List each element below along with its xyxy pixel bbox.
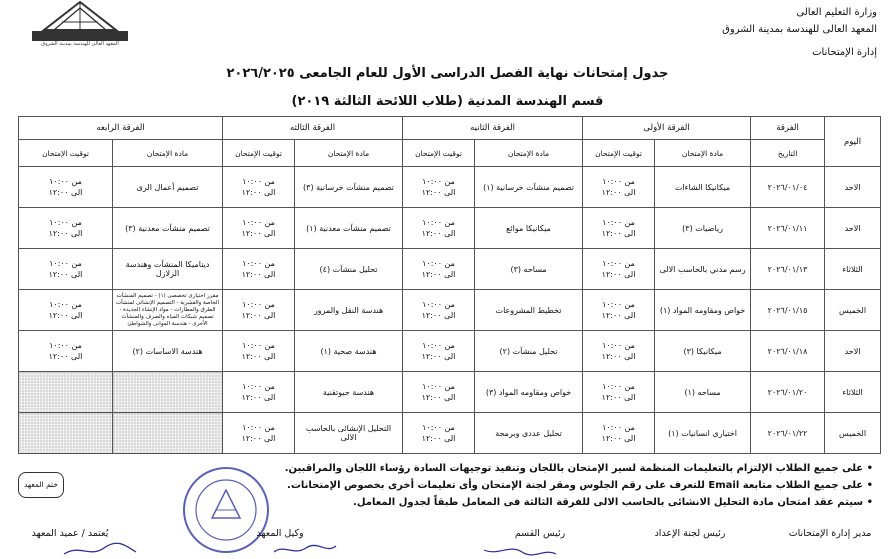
- time-to: الى ١٢:٠٠: [421, 393, 456, 402]
- header-group-1: الفرقة الأولى: [583, 117, 751, 140]
- time-from: من ١٠:٠٠: [602, 300, 635, 309]
- subject-cell: التحليل الإنشائى بالحاسب الالى: [295, 413, 403, 454]
- time-from: من ١٠:٠٠: [422, 300, 455, 309]
- time-to: الى ١٢:٠٠: [601, 270, 636, 279]
- time-to: الى ١٢:٠٠: [241, 393, 276, 402]
- time-cell: [223, 167, 295, 208]
- subject-cell: ميكانيكا (٣): [655, 331, 751, 372]
- ministry-name: وزارة التعليم العالى: [796, 7, 877, 18]
- time-to: الى ١٢:٠٠: [421, 311, 456, 320]
- time-from: من ١٠:٠٠: [242, 177, 275, 186]
- subject-cell: ميكانيكا موائع: [475, 208, 583, 249]
- header-grade: الفرقة: [751, 117, 825, 140]
- time-from: من ١٠:٠٠: [242, 300, 275, 309]
- time-cell: [403, 331, 475, 372]
- time-from: من ١٠:٠٠: [602, 423, 635, 432]
- table-row: [19, 167, 881, 208]
- empty-hatched-cell: [113, 372, 223, 413]
- note-item: • على جميع الطلاب متابعة Email للتعرف على رقم الجلوس ومقر لجنة الإمتحان وأى تعليمات أخرى بخصوص الإمتحانات.: [285, 477, 873, 494]
- subject-cell: رياضيات (٣): [655, 208, 751, 249]
- subject-cell: هندسة جيوتقنية: [295, 372, 403, 413]
- time-to: الى ١٢:٠٠: [601, 229, 636, 238]
- time-from: من ١٠:٠٠: [602, 218, 635, 227]
- time-cell: [19, 208, 113, 249]
- row-date: ٢٠٢٦/٠١/٢٢: [751, 413, 825, 454]
- department-head-signature-icon: [480, 542, 560, 558]
- page-title: جدول إمتحانات نهاية الفصل الدراسى الأول للعام الجامعى ٢٠٢٦/٢٠٢٥: [226, 66, 669, 81]
- page-subtitle: قسم الهندسة المدنية (طلاب اللائحة الثالثة ٢٠١٩): [291, 94, 604, 109]
- time-to: الى ١٢:٠٠: [241, 270, 276, 279]
- subject-cell: اختيارى انسانيات (١): [655, 413, 751, 454]
- subject-cell: تصميم منشآت خرسانية (١): [475, 167, 583, 208]
- time-from: من ١٠:٠٠: [49, 259, 82, 268]
- table-row: [19, 249, 881, 290]
- time-cell: [19, 290, 113, 331]
- time-cell: [583, 331, 655, 372]
- time-cell: [403, 249, 475, 290]
- header-date: التاريخ: [751, 140, 825, 167]
- table-row: [19, 290, 881, 331]
- time-to: الى ١٢:٠٠: [601, 434, 636, 443]
- header-group-3: الفرقة الثالثه: [223, 117, 403, 140]
- subject-cell: تصميم منشآت معدنية (١): [295, 208, 403, 249]
- header-subject: مادة الإمتحان: [295, 140, 403, 167]
- subject-cell: هندسة النقل والمرور: [295, 290, 403, 331]
- time-to: الى ١٢:٠٠: [48, 270, 83, 279]
- subject-cell: رسم مدني بالحاسب الالى: [655, 249, 751, 290]
- subject-cell: تحليل منشآت (٢): [475, 331, 583, 372]
- row-date: ٢٠٢٦/٠١/١٨: [751, 331, 825, 372]
- time-cell: [403, 290, 475, 331]
- row-day: الاحد: [825, 331, 881, 372]
- header-time: توقيت الإمتحان: [583, 140, 655, 167]
- header-subject: مادة الإمتحان: [655, 140, 751, 167]
- time-from: من ١٠:٠٠: [49, 300, 82, 309]
- institute-stamp-box: ختم المعهد: [18, 472, 64, 498]
- subject-cell: تخطيط المشروعات: [475, 290, 583, 331]
- subject-cell: تصميم أعمال الرى: [113, 167, 223, 208]
- header-time: توقيت الإمتحان: [223, 140, 295, 167]
- exam-table: [18, 116, 881, 454]
- vice-dean-signature-icon: [270, 542, 340, 558]
- time-cell: [403, 208, 475, 249]
- subject-cell: خواص ومقاومه المواد (١): [655, 290, 751, 331]
- time-from: من ١٠:٠٠: [602, 341, 635, 350]
- subject-cell: خواص ومقاومه المواد (٣): [475, 372, 583, 413]
- header-time: توقيت الإمتحان: [403, 140, 475, 167]
- subject-cell: تصميم منشآت معدنية (٣): [113, 208, 223, 249]
- signature-department-head: رئيس القسم: [514, 528, 566, 539]
- header-group-4: الفرقة الرابعه: [19, 117, 223, 140]
- time-from: من ١٠:٠٠: [49, 177, 82, 186]
- subject-cell: مساحه (٣): [475, 249, 583, 290]
- signature-row: [0, 528, 895, 559]
- empty-hatched-cell: [113, 413, 223, 454]
- time-to: الى ١٢:٠٠: [241, 352, 276, 361]
- department-name: إدارة الإمتحانات: [812, 47, 877, 58]
- note-item: • على جميع الطلاب الإلتزام بالتعليمات المنظمة لسير الإمتحان باللجان وتنفيذ توجيهات السادة رؤساء اللجان والمراقبين.: [285, 460, 873, 477]
- time-from: من ١٠:٠٠: [422, 218, 455, 227]
- institute-name: المعهد العالى للهندسة بمدينة الشروق: [722, 24, 877, 35]
- time-to: الى ١٢:٠٠: [48, 311, 83, 320]
- note-item: • سيتم عقد امتحان مادة التحليل الانشائى بالحاسب الالى للفرقة الثالثة فى المعامل طبقاً لجدول المعامل.: [285, 494, 873, 511]
- signature-dean: يُعتمد / عميد المعهد: [31, 528, 109, 539]
- header-day: اليوم: [825, 117, 881, 167]
- dean-signature-icon: [60, 542, 140, 558]
- time-from: من ١٠:٠٠: [602, 259, 635, 268]
- time-to: الى ١٢:٠٠: [48, 188, 83, 197]
- time-from: من ١٠:٠٠: [422, 382, 455, 391]
- time-cell: [19, 331, 113, 372]
- row-day: الخميس: [825, 290, 881, 331]
- time-cell: [223, 208, 295, 249]
- time-cell: [223, 290, 295, 331]
- table-row: [19, 208, 881, 249]
- subject-cell: مقرر اختيارى تخصصى (١) - تصميم المنشآت الخاصة والقشرية - التصميم الإنشائى لمنشآت الطرق والمطارات - مواد الإنشاء الجديدة - تصميم شبكات المياه والصرف والمنشآت الأخرى - هندسة الموانى والشواطئ: [113, 290, 223, 331]
- table-row: [19, 372, 881, 413]
- row-date: ٢٠٢٦/٠١/١١: [751, 208, 825, 249]
- time-to: الى ١٢:٠٠: [241, 229, 276, 238]
- signature-prep-committee: رئيس لجنة الإعداد: [654, 528, 726, 539]
- subject-cell: ديناميكا المنشآت وهندسة الزلازل: [113, 249, 223, 290]
- time-from: من ١٠:٠٠: [602, 382, 635, 391]
- time-cell: [19, 167, 113, 208]
- row-day: الخميس: [825, 413, 881, 454]
- notes-list: [285, 460, 873, 511]
- time-from: من ١٠:٠٠: [242, 423, 275, 432]
- time-from: من ١٠:٠٠: [242, 259, 275, 268]
- row-date: ٢٠٢٦/٠١/٢٠: [751, 372, 825, 413]
- row-day: الاحد: [825, 167, 881, 208]
- time-cell: [403, 413, 475, 454]
- time-to: الى ١٢:٠٠: [241, 311, 276, 320]
- time-cell: [583, 208, 655, 249]
- time-to: الى ١٢:٠٠: [601, 311, 636, 320]
- time-cell: [583, 249, 655, 290]
- time-cell: [583, 413, 655, 454]
- header-time: توقيت الإمتحان: [19, 140, 113, 167]
- header-subject: مادة الإمتحان: [113, 140, 223, 167]
- header-group-2: الفرقة الثانيه: [403, 117, 583, 140]
- time-cell: [223, 372, 295, 413]
- table-row: [19, 331, 881, 372]
- time-from: من ١٠:٠٠: [242, 382, 275, 391]
- time-cell: [583, 372, 655, 413]
- institution-header: [722, 4, 877, 61]
- time-cell: [223, 249, 295, 290]
- time-to: الى ١٢:٠٠: [241, 188, 276, 197]
- subject-cell: تصميم منشآت خرسانية (٣): [295, 167, 403, 208]
- table-row: [19, 413, 881, 454]
- time-to: الى ١٢:٠٠: [601, 393, 636, 402]
- time-cell: [583, 290, 655, 331]
- time-from: من ١٠:٠٠: [422, 423, 455, 432]
- time-to: الى ١٢:٠٠: [241, 434, 276, 443]
- institute-logo: [24, 0, 136, 46]
- row-date: ٢٠٢٦/٠١/١٥: [751, 290, 825, 331]
- time-cell: [403, 372, 475, 413]
- time-cell: [19, 249, 113, 290]
- time-from: من ١٠:٠٠: [49, 218, 82, 227]
- subject-cell: هندسة صحية (١): [295, 331, 403, 372]
- signature-exams-director: مدير إدارة الإمتحانات: [788, 528, 872, 539]
- time-to: الى ١٢:٠٠: [421, 270, 456, 279]
- empty-hatched-cell: [19, 413, 113, 454]
- header-subject: مادة الإمتحان: [475, 140, 583, 167]
- row-day: الثلاثاء: [825, 249, 881, 290]
- subject-cell: هندسة الاساسات (٢): [113, 331, 223, 372]
- time-cell: [223, 413, 295, 454]
- time-from: من ١٠:٠٠: [242, 218, 275, 227]
- time-to: الى ١٢:٠٠: [601, 188, 636, 197]
- time-to: الى ١٢:٠٠: [421, 229, 456, 238]
- subject-cell: تحليل عددى وبرمجة: [475, 413, 583, 454]
- time-from: من ١٠:٠٠: [602, 177, 635, 186]
- time-from: من ١٠:٠٠: [49, 341, 82, 350]
- time-cell: [583, 167, 655, 208]
- row-date: ٢٠٢٦/٠١/٠٤: [751, 167, 825, 208]
- subject-cell: مساحه (١): [655, 372, 751, 413]
- signature-vice-dean: وكيل المعهد: [256, 528, 304, 539]
- time-to: الى ١٢:٠٠: [48, 229, 83, 238]
- time-cell: [223, 331, 295, 372]
- row-day: الاحد: [825, 208, 881, 249]
- time-to: الى ١٢:٠٠: [601, 352, 636, 361]
- subject-cell: تحليل منشآت (٤): [295, 249, 403, 290]
- time-to: الى ١٢:٠٠: [421, 188, 456, 197]
- row-date: ٢٠٢٦/٠١/١٣: [751, 249, 825, 290]
- time-from: من ١٠:٠٠: [422, 341, 455, 350]
- time-to: الى ١٢:٠٠: [421, 434, 456, 443]
- time-cell: [403, 167, 475, 208]
- row-day: الثلاثاء: [825, 372, 881, 413]
- time-to: الى ١٢:٠٠: [48, 352, 83, 361]
- time-from: من ١٠:٠٠: [242, 341, 275, 350]
- empty-hatched-cell: [19, 372, 113, 413]
- time-from: من ١٠:٠٠: [422, 259, 455, 268]
- time-to: الى ١٢:٠٠: [421, 352, 456, 361]
- logo-caption: المعهد العالى للهندسة بمدينة الشروق: [41, 41, 119, 46]
- subject-cell: ميكانيكا الشاءات: [655, 167, 751, 208]
- time-from: من ١٠:٠٠: [422, 177, 455, 186]
